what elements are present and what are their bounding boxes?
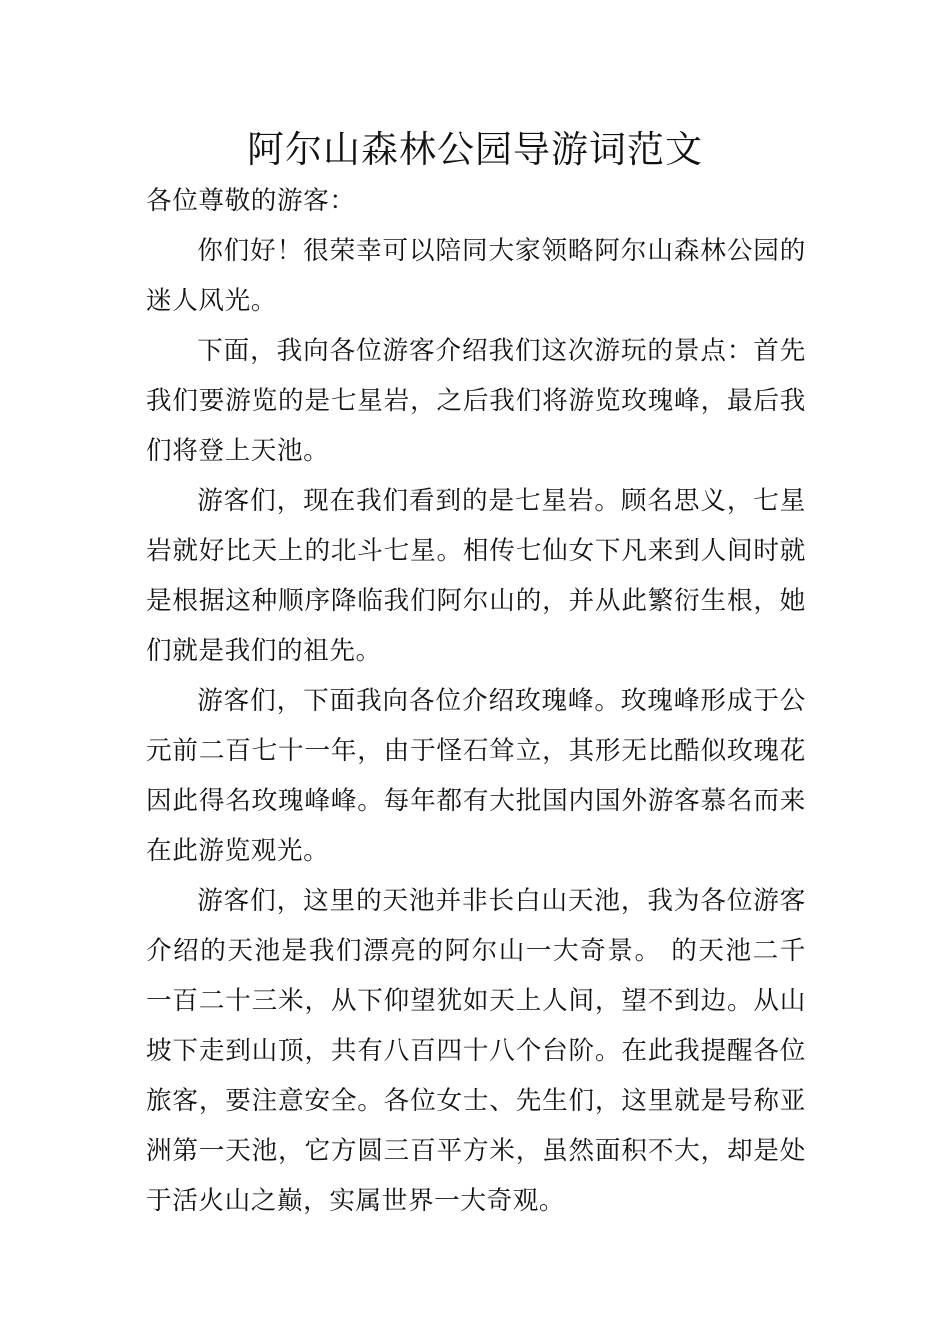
paragraph-itinerary: 下面，我向各位游客介绍我们这次游玩的景点：首先我们要游览的是七星岩，之后我们将游览玫瑰峰，最后我们将登上天池。 — [146, 336, 806, 466]
paragraph-meiguifeng: 游客们，下面我向各位介绍玫瑰峰。玫瑰峰形成于公元前二百七十一年，由于怪石耸立，其形无比酷似玫瑰花因此得名玫瑰峰峰。每年都有大批国内国外游客慕名而来在此游览观光。 — [146, 686, 806, 866]
paragraph-tianchi: 游客们，这里的天池并非长白山天池，我为各位游客介绍的天池是我们漂亮的阿尔山一大奇景。 的天池二千一百二十三米，从下仰望犹如天上人间，望不到边。从山坡下走到山顶，共有八百四十八个台阶。在此我提醒各位旅客，要注意安全。各位女士、先生们，这里就是号称亚洲第一天池，它方圆三百平方米，虽然面积不大，却是处于活火山之巅，实属世界一大奇观。 — [146, 886, 806, 1216]
salutation: 各位尊敬的游客： — [146, 186, 356, 216]
document-title: 阿尔山森林公园导游词范文 — [247, 128, 703, 171]
paragraph-qixingyan: 游客们，现在我们看到的是七星岩。顾名思义，七星岩就好比天上的北斗七星。相传七仙女下凡来到人间时就是根据这种顺序降临我们阿尔山的，并从此繁衍生根，她们就是我们的祖先。 — [146, 486, 806, 666]
paragraph-greeting: 你们好！很荣幸可以陪同大家领略阿尔山森林公园的迷人风光。 — [146, 236, 806, 316]
document-body — [146, 176, 806, 1226]
